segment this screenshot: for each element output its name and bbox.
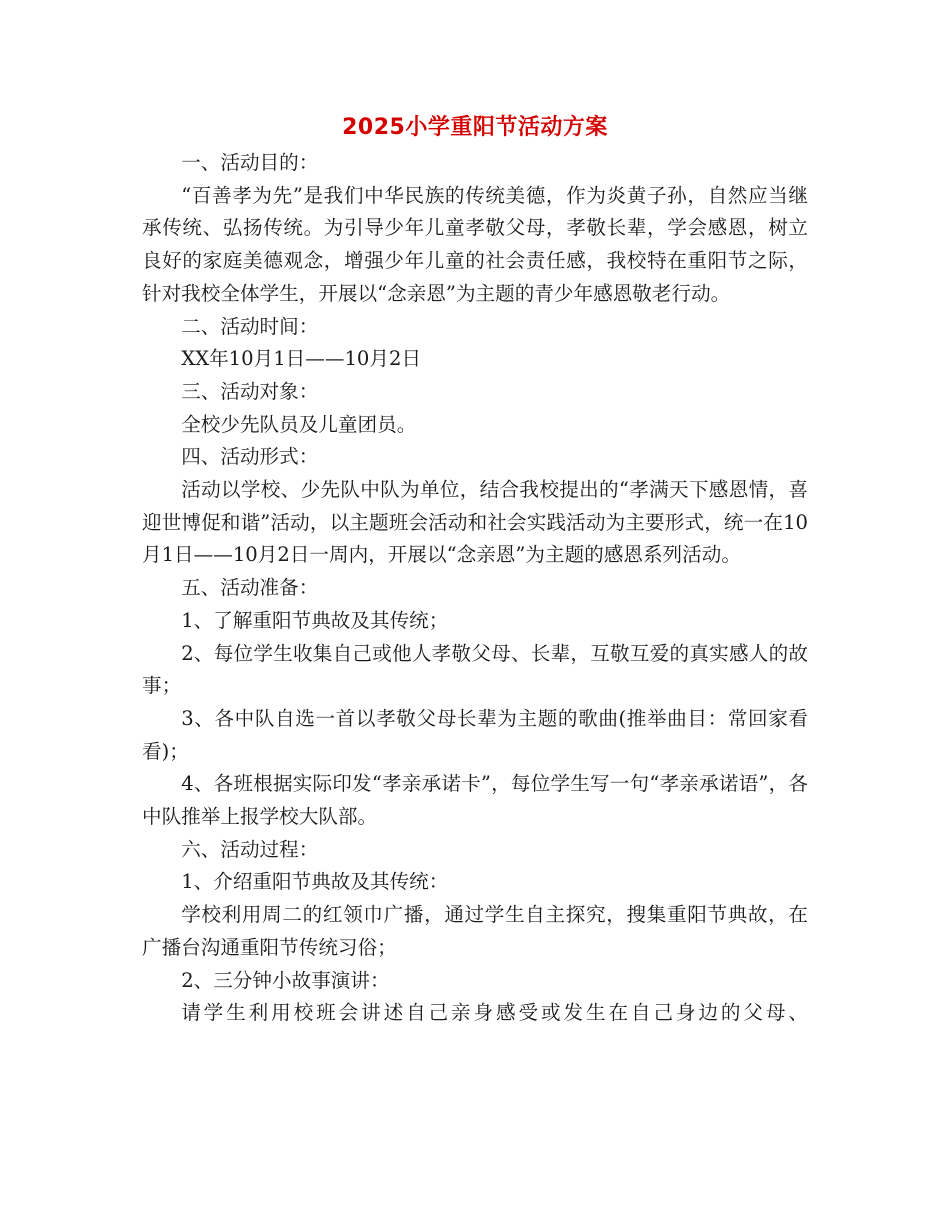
section-heading-process: 六、活动过程： bbox=[181, 837, 319, 861]
list-item-preparation-2: 2、每位学生收集自己或他人孝敬父母、长辈，互敬互爱的真实感人的故事； bbox=[142, 641, 808, 698]
document-title: 2025小学重阳节活动方案 bbox=[342, 115, 608, 140]
list-item-preparation-3: 3、各中队自选一首以孝敬父母长辈为主题的歌曲(推举曲目：常回家看看)； bbox=[142, 706, 808, 763]
paragraph-process-2: 请学生利用校班会讲述自己亲身感受或发生在自己身边的父母、 bbox=[181, 1001, 808, 1025]
list-item-process-1: 1、介绍重阳节典故及其传统： bbox=[181, 870, 449, 894]
paragraph-target: 全校少先队员及儿童团员。 bbox=[181, 412, 417, 436]
list-item-preparation-4: 4、各班根据实际印发“孝亲承诺卡”，每位学生写一句“孝亲承诺语”，各中队推举上报学校大队部。 bbox=[142, 772, 808, 829]
section-heading-time: 二、活动时间： bbox=[181, 314, 319, 338]
paragraph-form: 活动以学校、少先队中队为单位，结合我校提出的“孝满天下感恩情，喜迎世博促和谐”活动，以主题班会活动和社会实践活动为主要形式，统一在10月1日——10月2日一周内，开展以“念亲恩”为主题的感恩系列活动。 bbox=[142, 478, 808, 567]
paragraph-purpose: “百善孝为先”是我们中华民族的传统美德，作为炎黄子孙，自然应当继承传统、弘扬传统。为引导少年儿童孝敬父母，孝敬长辈，学会感恩，树立良好的家庭美德观念，增强少年儿童的社会责任感，我校特在重阳节之际，针对我校全体学生，开展以“念亲恩”为主题的青少年感恩敬老行动。 bbox=[142, 183, 808, 305]
section-heading-form: 四、活动形式： bbox=[181, 445, 319, 469]
section-heading-target: 三、活动对象： bbox=[181, 379, 319, 403]
list-item-preparation-1: 1、了解重阳节典故及其传统； bbox=[181, 608, 449, 632]
section-heading-preparation: 五、活动准备： bbox=[181, 576, 319, 600]
section-heading-purpose: 一、活动目的： bbox=[181, 151, 319, 174]
paragraph-process-1: 学校利用周二的红领巾广播，通过学生自主探究，搜集重阳节典故，在广播台沟通重阳节传统习俗； bbox=[142, 903, 808, 959]
paragraph-time: XX年10月1日——10月2日 bbox=[181, 347, 422, 371]
document-body bbox=[142, 147, 808, 1030]
list-item-process-2: 2、三分钟小故事演讲： bbox=[181, 968, 390, 992]
